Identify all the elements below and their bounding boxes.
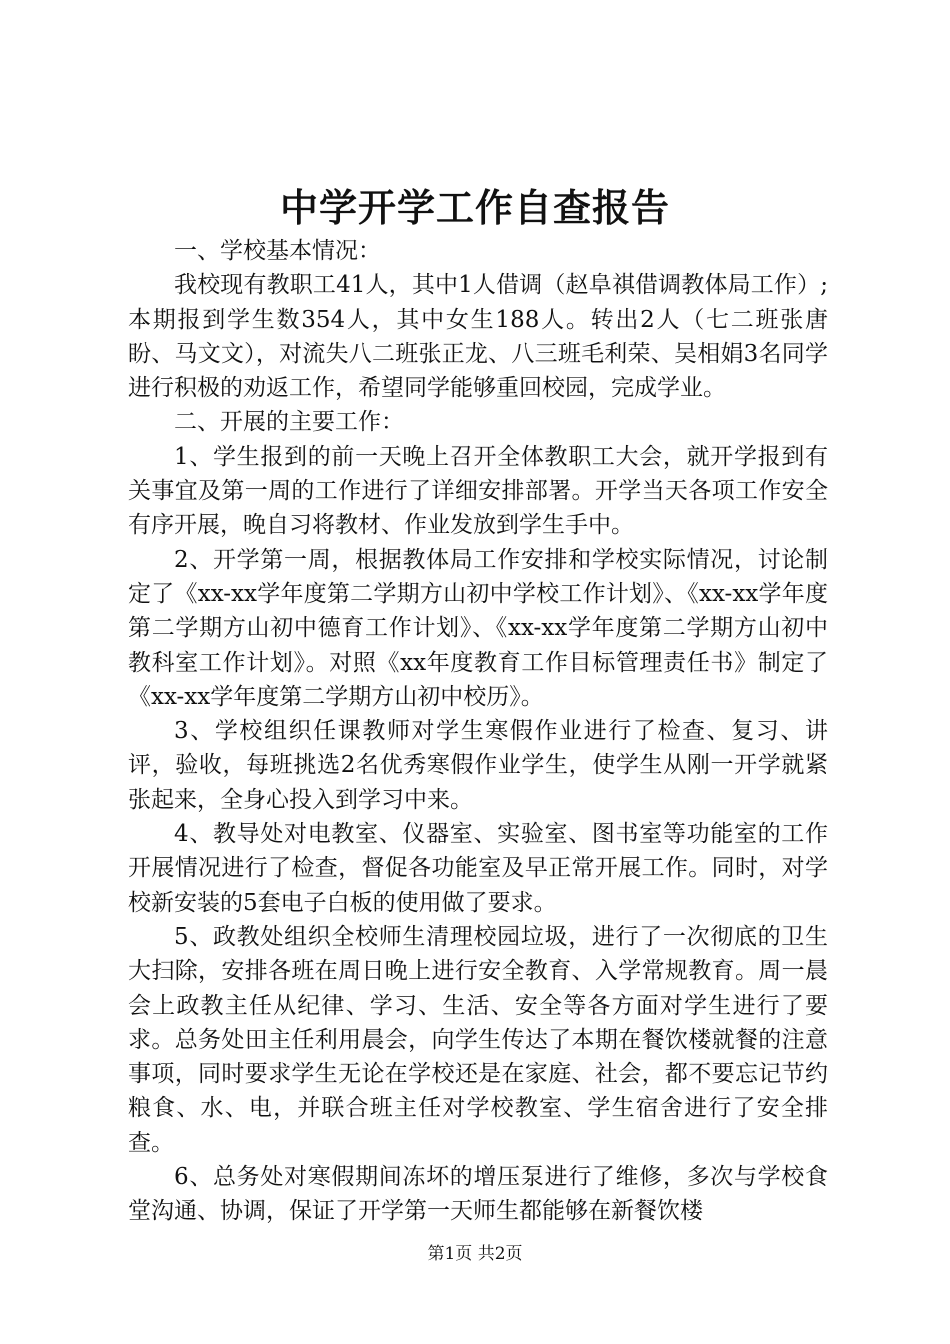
paragraph: 6、总务处对寒假期间冻坏的增压泵进行了维修，多次与学校食堂沟通、协调，保证了开学第一天师生都能够在新餐饮楼 xyxy=(128,1164,828,1225)
paragraph: 2、开学第一周，根据教体局工作安排和学校实际情况，讨论制定了《xx-xx学年度第二学期方山初中学校工作计划》、《xx-xx学年度第二学期方山初中德育工作计划》、《xx-xx学年度第二学期方山初中教科室工作计划》。对照《xx年度教育工作目标管理责任书》制定了《xx-xx学年度第二学期方山初中校历》。 xyxy=(128,546,828,710)
paragraph: 5、政教处组织全校师生清理校园垃圾，进行了一次彻底的卫生大扫除，安排各班在周日晚上进行安全教育、入学常规教育。周一晨会上政教主任从纪律、学习、生活、安全等各方面对学生进行了要求。总务处田主任利用晨会，向学生传达了本期在餐饮楼就餐的注意事项，同时要求学生无论在学校还是在家庭、社会，都不要忘记节约粮食、水、电，并联合班主任对学校教室、学生宿舍进行了安全排查。 xyxy=(128,923,828,1156)
section-heading: 二、开展的主要工作： xyxy=(174,409,404,436)
paragraph: 我校现有教职工41人，其中1人借调（赵阜祺借调教体局工作）;本期报到学生数354人，其中女生188人。转出2人（七二班张唐盼、马文文），对流失八二班张正龙、八三班毛利荣、吴相娟3名同学进行积极的劝返工作，希望同学能够重回校园，完成学业。 xyxy=(128,272,828,402)
paragraph: 3、学校组织任课教师对学生寒假作业进行了检查、复习、讲评，验收，每班挑选2名优秀寒假作业学生，使学生从刚一开学就紧张起来，全身心投入到学习中来。 xyxy=(128,718,828,813)
paragraph: 1、学生报到的前一天晚上召开全体教职工大会，就开学报到有关事宜及第一周的工作进行了详细安排部署。开学当天各项工作安全有序开展，晚自习将教材、作业发放到学生手中。 xyxy=(128,443,828,539)
document-title: 中学开学工作自查报告 xyxy=(279,185,670,230)
paragraph: 4、教导处对电教室、仪器室、实验室、图书室等功能室的工作开展情况进行了检查，督促各功能室及早正常开展工作。同时，对学校新安装的5套电子白板的使用做了要求。 xyxy=(128,821,828,916)
section-heading: 一、学校基本情况： xyxy=(174,238,381,264)
document-body xyxy=(128,234,828,1229)
page-footer: 第1页 共2页 xyxy=(427,1244,523,1264)
